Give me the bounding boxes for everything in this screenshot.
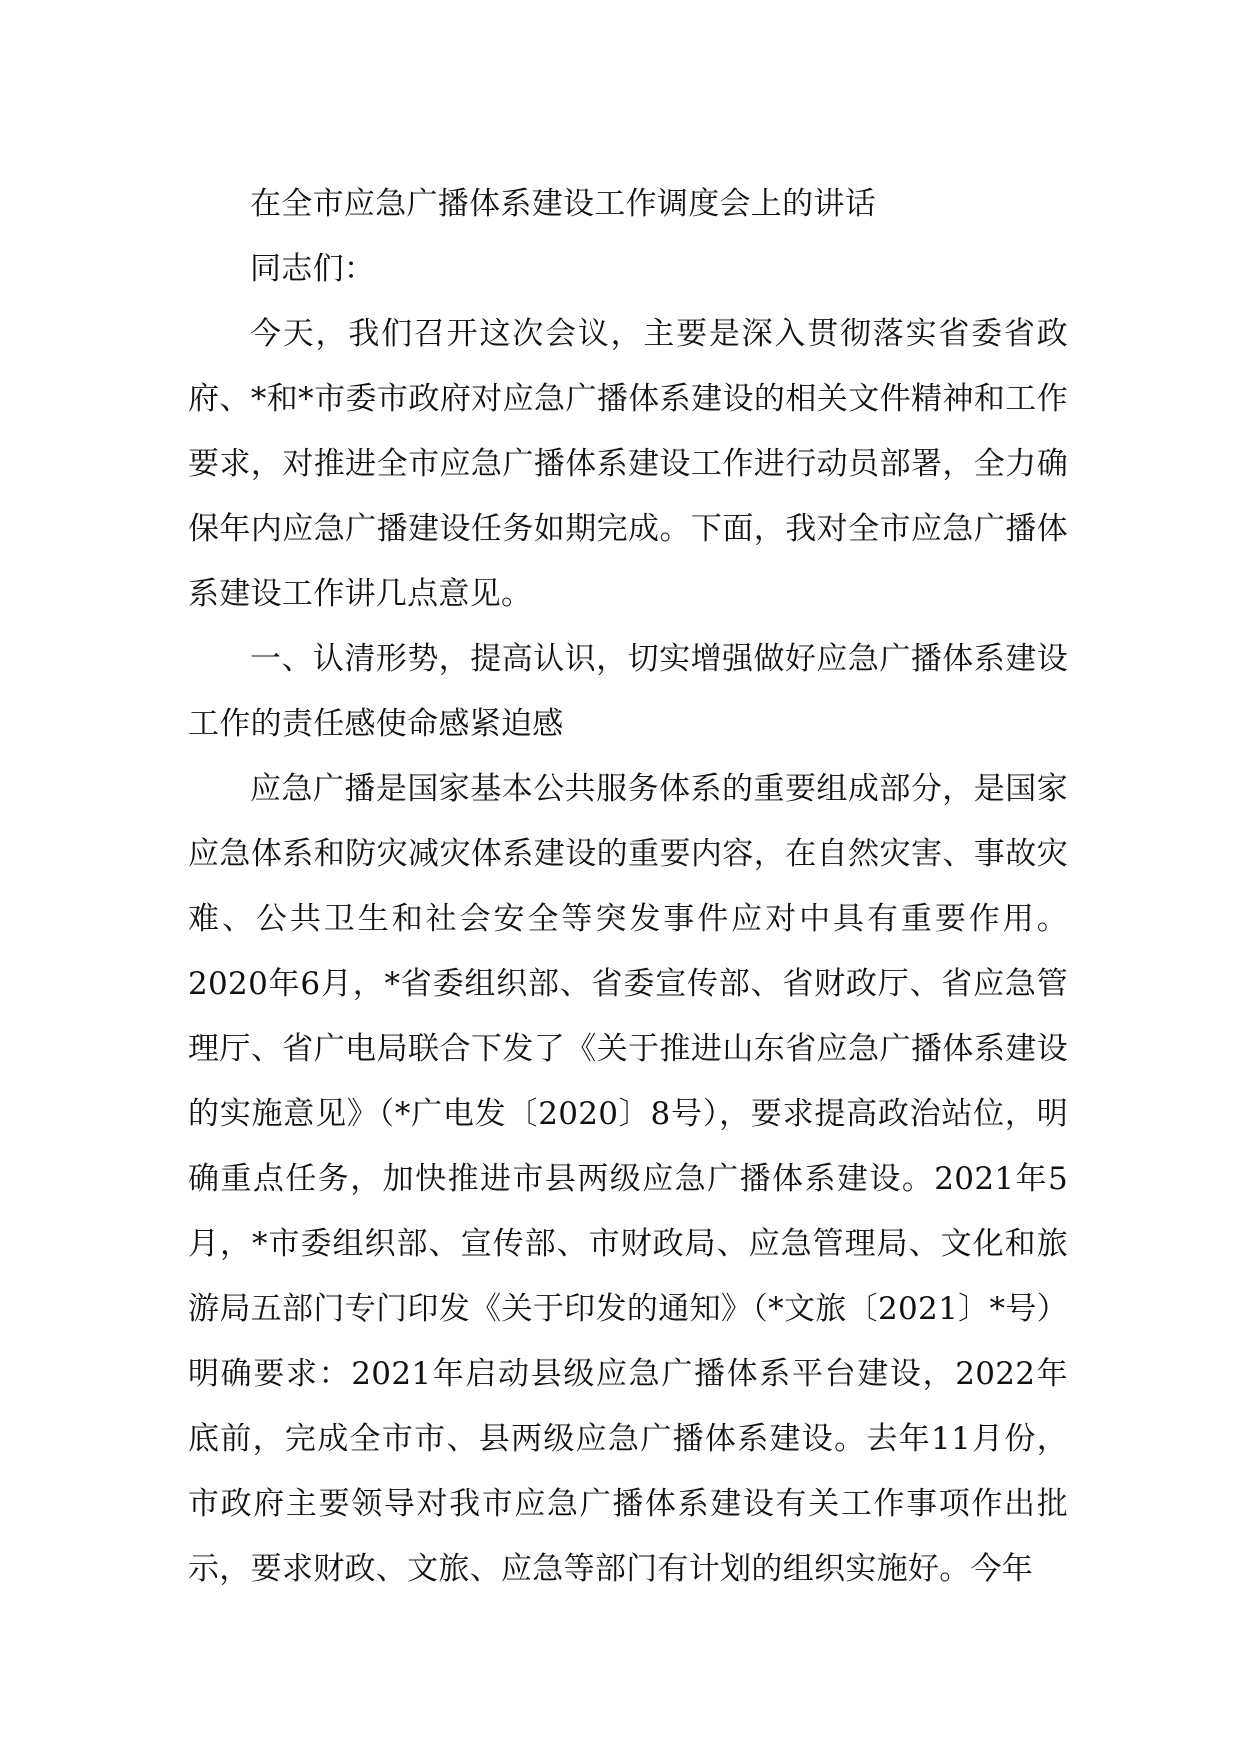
paragraph-background: 应急广播是国家基本公共服务体系的重要组成部分，是国家应急体系和防灾减灾体系建设的重要内容，在自然灾害、事故灾难、公共卫生和社会安全等突发事件应对中具有重要作用。2020年6月，*省委组织部、省委宣传部、省财政厅、省应急管理厅、省广电局联合下发了《关于推进山东省应急广播体系建设的实施意见》（*广电发〔2020〕8号），要求提高政治站位，明确重点任务，加快推进市县两级应急广播体系建设。2021年5月，*市委组织部、宣传部、市财政局、应急管理局、文化和旅游局五部门专门印发《关于印发的通知》（*文旅〔2021〕*号）明确要求：2021年启动县级应急广播体系平台建设，2022年底前，完成全市市、县两级应急广播体系建设。去年11月份，市政府主要领导对我市应急广播体系建设有关工作事项作出批示，要求财政、文旅、应急等部门有计划的组织实施好。今年 [188,771,1068,1587]
section-heading-1: 一、认清形势，提高认识，切实增强做好应急广播体系建设工作的责任感使命感紧迫感 [188,641,1068,742]
salutation: 同志们： [250,251,376,287]
paragraph-intro: 今天，我们召开这次会议，主要是深入贯彻落实省委省政府、*和*市委市政府对应急广播体系建设的相关文件精神和工作要求，对推进全市应急广播体系建设工作进行动员部署，全力确保年内应急广播建设任务如期完成。下面，我对全市应急广播体系建设工作讲几点意见。 [188,316,1068,612]
document-body [188,172,1068,1602]
document-title: 在全市应急广播体系建设工作调度会上的讲话 [250,186,876,222]
